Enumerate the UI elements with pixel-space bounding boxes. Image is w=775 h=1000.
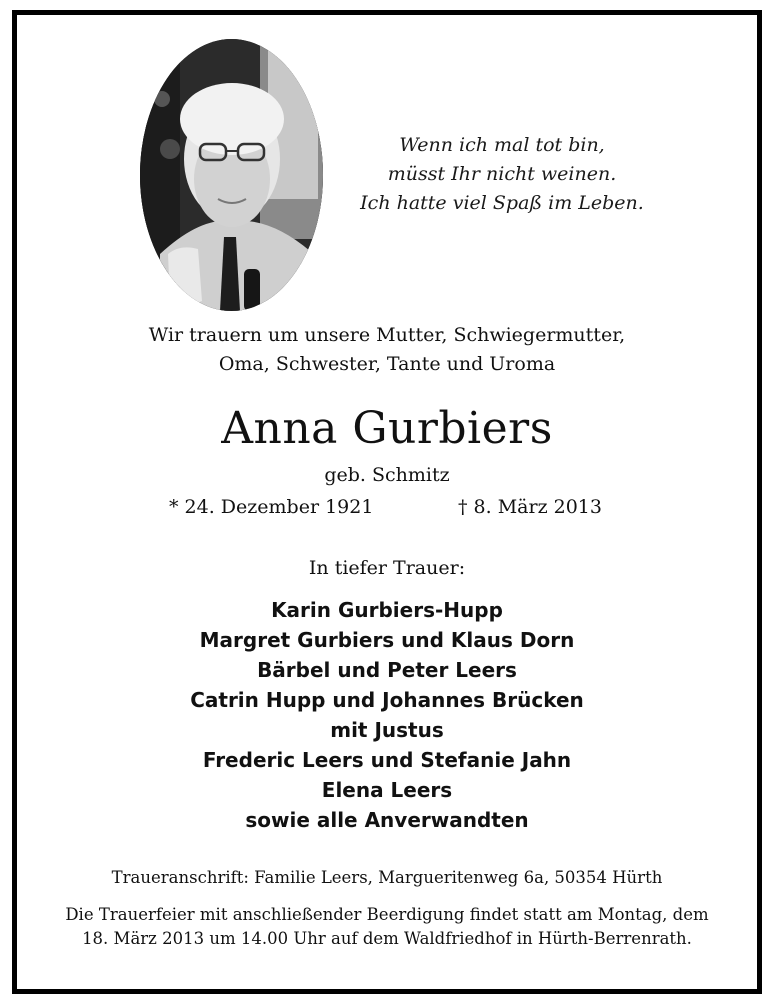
funeral-service-info — [17, 903, 757, 951]
mourning-heading: In tiefer Trauer: — [308, 557, 466, 579]
family-member: Karin Gurbiers-Hupp — [271, 598, 503, 622]
intro-line: Oma, Schwester, Tante und Uroma — [218, 353, 556, 375]
maiden-name: geb. Schmitz — [324, 464, 450, 486]
family-member: sowie alle Anverwandten — [245, 808, 529, 832]
family-member: Bärbel und Peter Leers — [257, 658, 517, 682]
service-line: 18. März 2013 um 14.00 Uhr auf dem Waldfriedhof in Hürth-Berrenrath. — [82, 929, 692, 948]
family-member: mit Justus — [330, 718, 444, 742]
quote — [337, 131, 667, 218]
deceased-name: Anna Gurbiers — [221, 403, 553, 454]
family-member: Margret Gurbiers und Klaus Dorn — [199, 628, 575, 652]
intro-text — [17, 321, 757, 379]
portrait-image — [140, 39, 323, 311]
quote-line: müsst Ihr nicht weinen. — [387, 163, 617, 185]
family-member: Frederic Leers und Stefanie Jahn — [202, 748, 572, 772]
intro-line: Wir trauern um unsere Mutter, Schwiegermutter, — [148, 324, 626, 346]
family-member: Elena Leers — [321, 778, 453, 802]
portrait-photo — [140, 39, 323, 311]
quote-line: Ich hatte viel Spaß im Leben. — [360, 192, 644, 214]
quote-line: Wenn ich mal tot bin, — [399, 134, 605, 156]
death-date: † 8. März 2013 — [458, 496, 602, 518]
obituary-frame — [12, 10, 762, 994]
family-member: Catrin Hupp und Johannes Brücken — [190, 688, 584, 712]
birth-date: * 24. Dezember 1921 — [169, 496, 374, 518]
service-line: Die Trauerfeier mit anschließender Beerdigung findet statt am Montag, dem — [65, 905, 709, 924]
family-list — [17, 595, 757, 835]
mourning-address: Traueranschrift: Familie Leers, Margueritenweg 6a, 50354 Hürth — [111, 868, 663, 887]
